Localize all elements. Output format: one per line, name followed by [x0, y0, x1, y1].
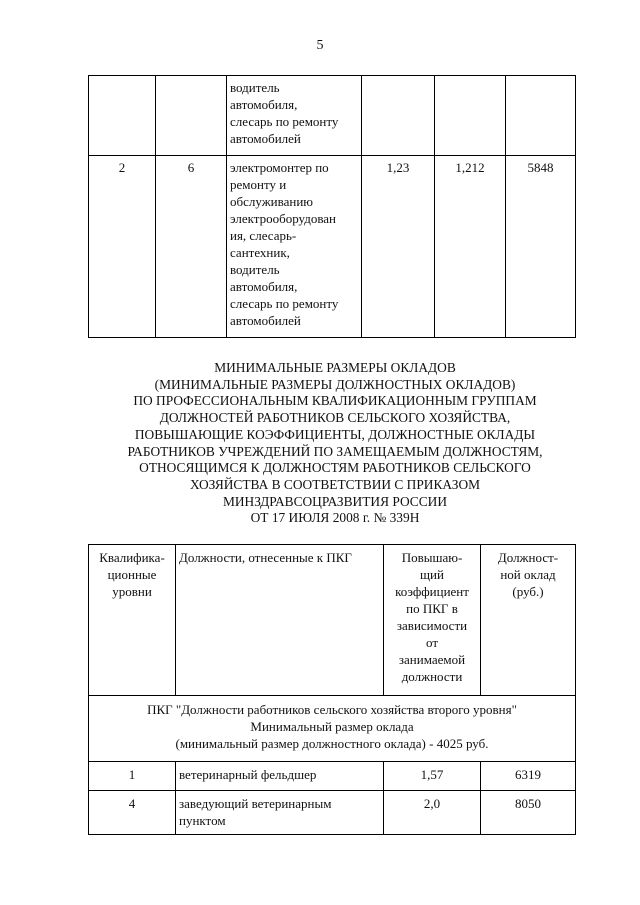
coefficient-cell: 1,57: [384, 762, 481, 791]
salary-cell: 5848: [506, 156, 576, 338]
header-line: от: [425, 635, 438, 650]
job-line: автомобиля,: [230, 97, 298, 112]
job-line: автомобилей: [230, 313, 301, 328]
coefficient-cell: 2,0: [384, 791, 481, 835]
grade-cell: 6: [156, 156, 227, 338]
column-header-salary: [481, 545, 576, 696]
header-line: (руб.): [512, 584, 544, 599]
coefficient-cell: 1,212: [435, 156, 506, 338]
job-line: слесарь по ремонту: [230, 114, 339, 129]
job-line: водитель: [230, 262, 280, 277]
group-row: [89, 696, 576, 762]
job-line: автомобиля,: [230, 279, 298, 294]
table-row: [89, 762, 576, 791]
column-header-qualification-level: [89, 545, 176, 696]
header-line: занимаемой: [398, 652, 466, 667]
job-title-cell: [227, 156, 362, 338]
qualification-level-cell: [89, 76, 156, 156]
table-row: [89, 156, 576, 338]
column-header-coefficient: [384, 545, 481, 696]
salary-cell: [506, 76, 576, 156]
qualification-level-cell: 1: [89, 762, 176, 791]
title-line: МИНИМАЛЬНЫЕ РАЗМЕРЫ ОКЛАДОВ: [214, 360, 456, 375]
job-line: сантехник,: [230, 245, 290, 260]
section-title: [88, 360, 582, 527]
salary-cell: 6319: [481, 762, 576, 791]
position-line: пунктом: [179, 813, 226, 828]
job-line: слесарь по ремонту: [230, 296, 339, 311]
header-line: щий: [420, 567, 444, 582]
header-line: Квалифика-: [99, 550, 165, 565]
title-line: МИНЗДРАВСОЦРАЗВИТИЯ РОССИИ: [222, 493, 448, 509]
table-row: [89, 76, 576, 156]
group-line: ПКГ "Должности работников сельского хозяйства второго уровня": [147, 702, 517, 717]
title-line: ПОВЫШАЮЩИЕ КОЭФФИЦИЕНТЫ, ДОЛЖНОСТНЫЕ ОКЛАДЫ: [134, 426, 536, 442]
table-header-row: [89, 545, 576, 696]
position-cell: [176, 762, 384, 791]
coefficient-cell: [435, 76, 506, 156]
position-line: заведующий ветеринарным: [179, 796, 332, 811]
qualification-level-cell: 4: [89, 791, 176, 835]
qualification-level-cell: 2: [89, 156, 156, 338]
position-line: ветеринарный фельдшер: [179, 767, 317, 782]
salary-table-continued: [88, 75, 576, 338]
salary-table: [88, 544, 576, 835]
header-line: ционные: [107, 567, 157, 582]
job-line: электрооборудован: [230, 211, 337, 226]
column-header-positions: Должности, отнесенные к ПКГ: [176, 545, 384, 696]
header-line: должности: [401, 669, 463, 684]
job-line: автомобилей: [230, 131, 301, 146]
job-line: ия, слесарь-: [230, 228, 297, 243]
header-line: Повышаю-: [401, 550, 463, 565]
title-line: ОТ 17 ИЮЛЯ 2008 г. № 339Н: [250, 510, 420, 526]
title-line: ОТНОСЯЩИМСЯ К ДОЛЖНОСТЯМ РАБОТНИКОВ СЕЛЬСКОГО: [139, 460, 531, 476]
title-line: ДОЛЖНОСТЕЙ РАБОТНИКОВ СЕЛЬСКОГО ХОЗЯЙСТВА,: [159, 410, 511, 426]
header-line: ной оклад: [500, 567, 556, 582]
header-line: зависимости: [396, 618, 468, 633]
title-line: РАБОТНИКОВ УЧРЕЖДЕНИЙ ПО ЗАМЕЩАЕМЫМ ДОЛЖНОСТЯМ,: [127, 443, 543, 459]
salary-cell: 8050: [481, 791, 576, 835]
grade-cell: [156, 76, 227, 156]
header-line: коэффициент: [395, 584, 469, 599]
job-line: электромонтер по: [230, 160, 329, 175]
page-number: 5: [316, 38, 324, 53]
job-line: ремонту и: [230, 177, 287, 192]
job-line: водитель: [230, 80, 280, 95]
title-line: ПО ПРОФЕССИОНАЛЬНЫМ КВАЛИФИКАЦИОННЫМ ГРУППАМ: [133, 393, 537, 409]
coefficient-cell: [362, 76, 435, 156]
coefficient-cell: 1,23: [362, 156, 435, 338]
header-line: уровни: [112, 584, 152, 599]
table-row: [89, 791, 576, 835]
title-line: (МИНИМАЛЬНЫЕ РАЗМЕРЫ ДОЛЖНОСТНЫХ ОКЛАДОВ): [154, 376, 516, 392]
professional-group-heading: [89, 696, 576, 762]
job-line: обслуживанию: [230, 194, 314, 209]
position-cell: [176, 791, 384, 835]
job-title-cell: [227, 76, 362, 156]
group-line: (минимальный размер должностного оклада) - 4025 руб.: [175, 736, 489, 751]
group-line: Минимальный размер оклада: [250, 719, 414, 734]
header-line: Должност-: [497, 550, 559, 565]
title-line: ХОЗЯЙСТВА В СООТВЕТСТВИИ С ПРИКАЗОМ: [189, 476, 481, 492]
header-line: по ПКГ в: [406, 601, 458, 616]
